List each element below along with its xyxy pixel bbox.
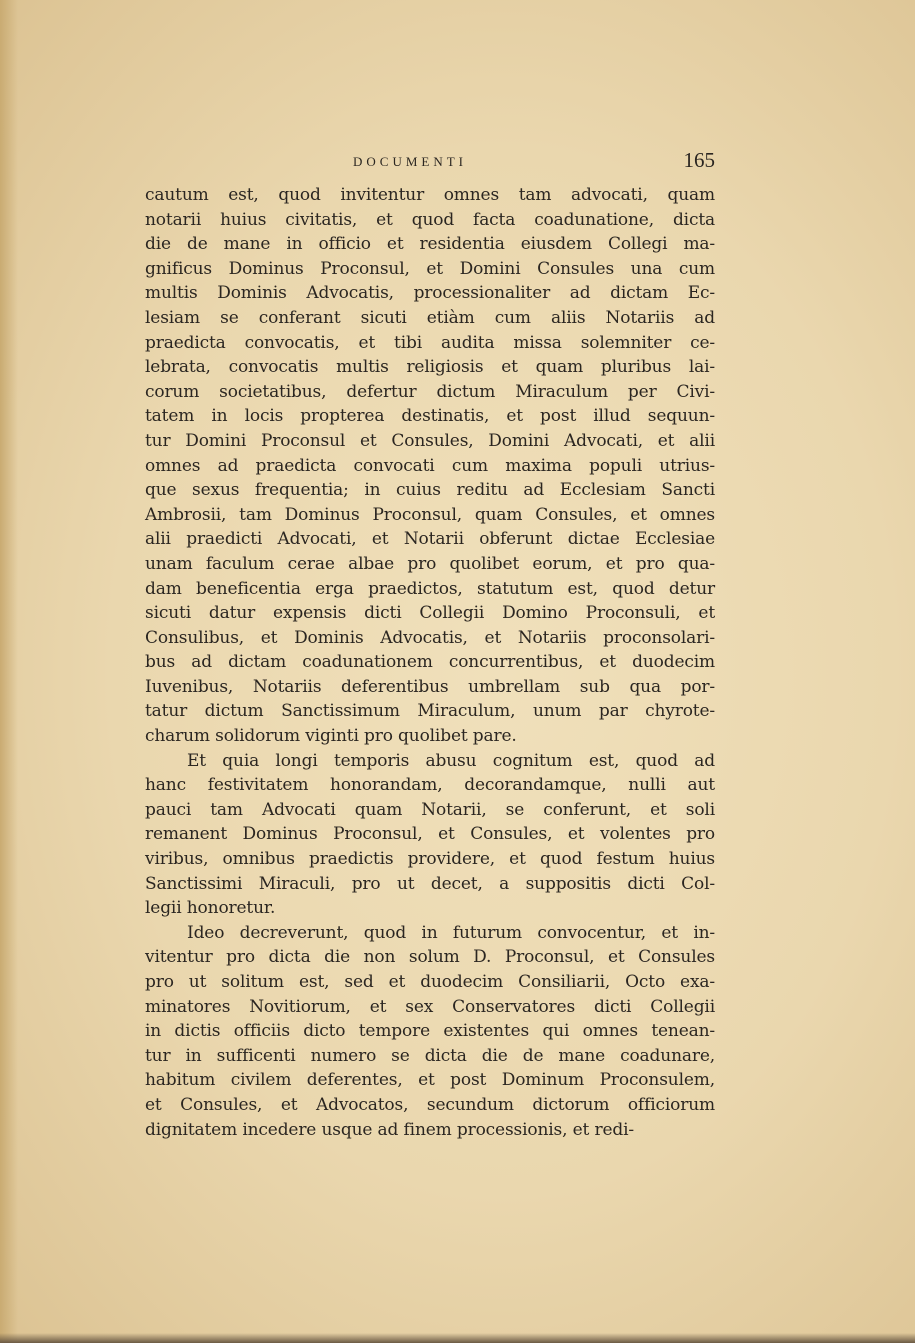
text-line: omnes ad praedicta convocati cum maxima populi utrius- [145,455,715,476]
text-line: dignitatem incedere usque ad finem processionis, et redi- [145,1119,634,1140]
text-line: lesiam se conferant sicuti etiàm cum aliis Notariis ad [145,307,715,328]
text-line: habitum civilem deferentes, et post Dominum Proconsulem, [145,1070,715,1091]
text-line: cautum est, quod invitentur omnes tam advocati, quam [145,185,715,205]
text-line: die de mane in officio et residentia eiusdem Collegi ma- [145,234,715,255]
text-line: multis Dominis Advocatis, processionaliter ad dictam Ec- [145,283,715,304]
page-number: 165 [683,148,715,172]
text-line: tatur dictum Sanctissimum Miraculum, unum par chyrote- [145,701,715,722]
body-text [145,183,715,1142]
text-line: Sanctissimi Miraculi, pro ut decet, a suppositis dicti Col- [145,873,715,894]
text-line: que sexus frequentia; in cuius reditu ad Ecclesiam Sancti [145,480,715,501]
text-line: dam beneficentia erga praedictos, statutum est, quod detur [145,578,715,599]
text-line: hanc festivitatem honorandam, decorandamque, nulli aut [145,775,715,796]
running-head: DOCUMENTI [353,154,467,169]
text-line: et Consules, et Advocatos, secundum dictorum officiorum [145,1094,715,1115]
paragraph-2 [145,749,715,921]
text-line: Iuvenibus, Notariis deferentibus umbrellam sub qua por- [145,676,715,697]
text-line: gnificus Dominus Proconsul, et Domini Consules una cum [145,258,715,279]
text-line: tatem in locis propterea destinatis, et post illud sequun- [145,406,715,427]
text-line: Ambrosii, tam Dominus Proconsul, quam Consules, et omnes [145,504,715,525]
text-line: viribus, omnibus praedictis providere, et quod festum huius [145,849,715,870]
text-line: Consulibus, et Dominis Advocatis, et Notariis proconsolari- [145,627,715,648]
text-line: legii honoretur. [145,898,276,919]
text-line: unam faculum cerae albae pro quolibet eorum, et pro qua- [145,553,715,574]
text-line: alii praedicti Advocati, et Notarii obferunt dictae Ecclesiae [145,529,715,550]
text-line: Ideo decreverunt, quod in futurum convocentur, et in- [187,922,715,943]
page-header [145,146,715,176]
text-line: tur in sufficenti numero se dicta die de mane coadunare, [145,1045,715,1066]
text-line: sicuti datur expensis dicti Collegii Domino Proconsuli, et [145,603,715,624]
text-line: in dictis officiis dicto tempore existentes qui omnes tenean- [145,1021,715,1042]
text-line: charum solidorum viginti pro quolibet pare. [145,726,517,747]
text-line: lebrata, convocatis multis religiosis et quam pluribus lai- [145,357,715,378]
paragraph-1 [145,183,715,749]
text-line: Et quia longi temporis abusu cognitum est, quod ad [187,750,715,771]
text-line: notarii huius civitatis, et quod facta coadunatione, dicta [145,209,715,230]
text-line: pauci tam Advocati quam Notarii, se conferunt, et soli [145,799,715,820]
text-line: pro ut solitum est, sed et duodecim Consiliarii, Octo exa- [145,972,715,992]
text-line: bus ad dictam coadunationem concurrentibus, et duodecim [145,652,715,673]
text-line: corum societatibus, defertur dictum Miraculum per Civi- [145,381,715,402]
text-line: tur Domini Proconsul et Consules, Domini Advocati, et alii [145,430,715,451]
paragraph-3 [145,921,715,1142]
text-line: remanent Dominus Proconsul, et Consules, et volentes pro [145,824,715,845]
page-gutter-shadow [0,0,18,1343]
page-bottom-shadow [0,1333,915,1343]
text-line: vitentur pro dicta die non solum D. Proconsul, et Consules [145,947,715,968]
text-line: minatores Novitiorum, et sex Conservatores dicti Collegii [145,996,715,1017]
text-line: praedicta convocatis, et tibi audita missa solemniter ce- [145,332,715,353]
